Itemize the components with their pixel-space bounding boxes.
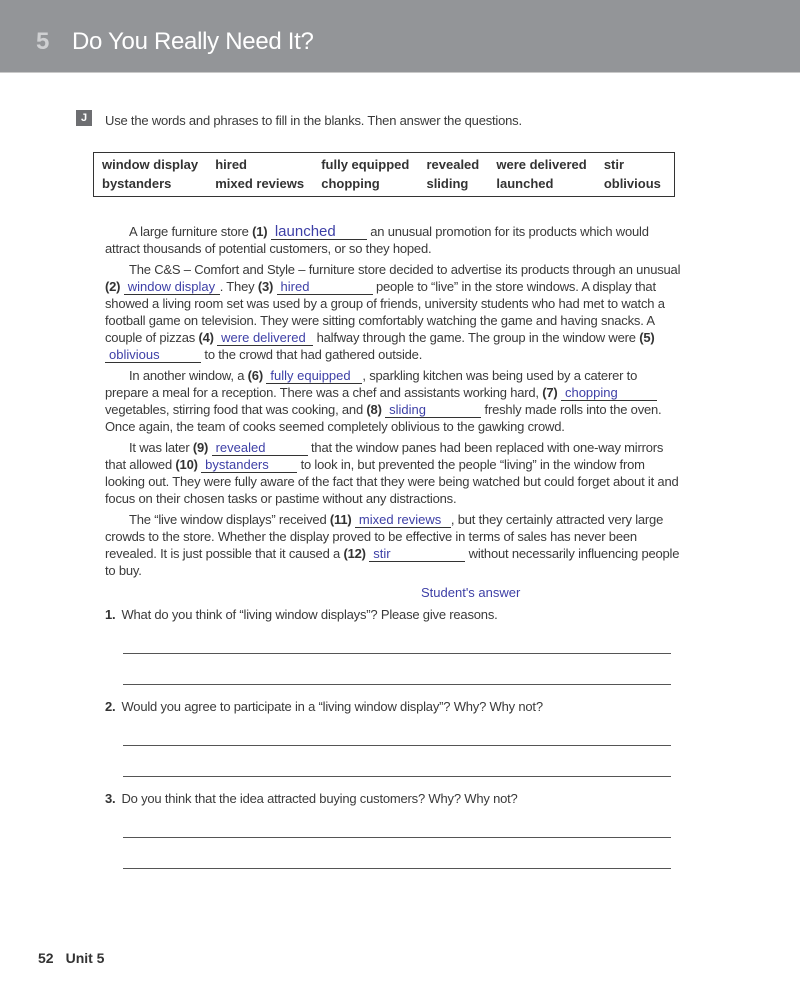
answer-line[interactable] (123, 838, 671, 869)
passage-text: In another window, a (129, 368, 248, 383)
blank-number: (8) (366, 402, 382, 417)
filled-answer: window display (127, 279, 216, 294)
exercise-instruction: Use the words and phrases to fill in the blanks. Then answer the questions. (105, 113, 522, 128)
word-box-item: stir (603, 157, 625, 172)
word-box-item: bystanders (102, 176, 172, 191)
questions (105, 607, 683, 869)
word-box-item: revealed (426, 157, 480, 172)
word-box-item: were delivered (496, 157, 587, 172)
unit-number: 5 (36, 28, 50, 55)
blank-number: (6) (247, 368, 263, 383)
passage-text: It was later (129, 440, 193, 455)
passage-paragraph (105, 223, 683, 257)
blank-number: (10) (175, 457, 198, 472)
blank-number: (12) (343, 546, 366, 561)
passage-text: A large furniture store (129, 224, 253, 239)
question-text: Would you agree to participate in a “living window display”? Why? Why not? (121, 699, 543, 714)
question-3 (105, 791, 683, 807)
answer-blank[interactable] (561, 386, 657, 401)
filled-answer: were delivered (221, 330, 306, 345)
question-number: 3. (105, 791, 116, 806)
question-number: 1. (105, 607, 116, 622)
footer-unit: Unit 5 (65, 950, 105, 966)
filled-answer: chopping (564, 385, 618, 400)
blank-number: (4) (198, 330, 214, 345)
answer-blank[interactable] (271, 225, 367, 240)
main-content (105, 223, 683, 883)
filled-answer: revealed (215, 440, 266, 455)
answer-blank[interactable] (385, 403, 481, 418)
passage-text: . They (219, 279, 258, 294)
page-footer (38, 950, 104, 966)
question-number: 2. (105, 699, 116, 714)
passage-text: vegetables, stirring food that was cooking, and (105, 402, 367, 417)
chapter-header (0, 0, 800, 73)
answer-blank[interactable] (217, 331, 313, 346)
question-block (105, 791, 683, 869)
blank-number: (11) (329, 512, 352, 527)
filled-answer: sliding (389, 402, 426, 417)
passage-text: to the crowd that had gathered outside. (201, 347, 423, 362)
word-box (93, 152, 675, 197)
passage-text: The “live window displays” received (129, 512, 330, 527)
passage-text: that the window panes had been replaced with one-way mirrors that allowed (105, 440, 664, 472)
passage-text: halfway through the game. The group in the window were (313, 330, 640, 345)
question-block (105, 607, 683, 685)
blank-number: (2) (105, 279, 121, 294)
filled-answer: launched (274, 223, 336, 240)
question-2 (105, 699, 683, 715)
blank-number: (3) (257, 279, 274, 294)
word-box-item: launched (496, 176, 554, 191)
passage-paragraph (105, 367, 683, 435)
page-number: 52 (38, 950, 54, 966)
passage-text: an unusual promotion for its products which would attract thousands of potential customers, or so they hoped. (105, 224, 649, 256)
word-box-item: hired (215, 157, 247, 172)
word-box-item: oblivious (603, 176, 661, 191)
filled-answer: oblivious (109, 347, 160, 362)
passage-text: The C&S – Comfort and Style – furniture store decided to advertise its products through an unusual (129, 262, 681, 277)
filled-answer: fully equipped (270, 368, 351, 383)
answer-blank[interactable] (266, 369, 362, 384)
answer-line[interactable] (123, 746, 671, 777)
passage (105, 223, 683, 579)
answer-line[interactable] (123, 715, 671, 746)
passage-text: freshly made rolls into the oven. Once again, the team of cooks seemed completely oblivious to the gawking crowd. (105, 402, 662, 434)
passage-text: to look in, but prevented the people “living” in the window from looking out. They were fully aware of the fact that they were being watched but could forget about it and focus on their chosen tasks or pastime without any distractions. (105, 457, 679, 506)
word-box-item: fully equipped (321, 157, 410, 172)
question-text: What do you think of “living window displays”? Please give reasons. (121, 607, 498, 622)
passage-paragraph (105, 261, 683, 363)
filled-answer: hired (280, 279, 310, 294)
passage-paragraph (105, 511, 683, 579)
question-block (105, 699, 683, 777)
answer-line[interactable] (123, 807, 671, 838)
student-answer-label: Student's answer (421, 585, 521, 600)
question-text: Do you think that the idea attracted buying customers? Why? Why not? (121, 791, 518, 806)
answer-blank[interactable] (277, 280, 373, 295)
passage-text: , but they certainly attracted very large crowds to the store. Whether the display proved to be effective in terms of sales has never been revealed. It is just possible that it caused a (105, 512, 664, 561)
filled-answer: stir (373, 546, 391, 561)
filled-answer: bystanders (205, 457, 269, 472)
answer-blank[interactable] (355, 513, 451, 528)
word-box-item: sliding (426, 176, 469, 191)
blank-number: (1) (252, 224, 268, 239)
answer-line[interactable] (123, 654, 671, 685)
passage-text: people to “live” in the store windows. A display that showed a living room set was used by a group of friends, university students who had met to watch a football game on television. They were sitting comfortably watching the game and having snacks. A couple of pizzas (105, 279, 665, 345)
answer-blank[interactable] (105, 348, 201, 363)
exercise-letter-badge: J (76, 110, 92, 126)
passage-text: without necessarily influencing people to buy. (105, 546, 680, 578)
filled-answer: mixed reviews (358, 512, 442, 527)
answer-blank[interactable] (201, 458, 297, 473)
answer-blank[interactable] (369, 547, 465, 562)
chapter-title: Do You Really Need It? (72, 28, 314, 55)
answer-blank[interactable] (124, 280, 220, 295)
word-box-item: window display (102, 157, 199, 172)
word-box-item: mixed reviews (215, 176, 305, 191)
answer-line[interactable] (123, 623, 671, 654)
answer-blank[interactable] (212, 441, 308, 456)
word-box-item: chopping (321, 176, 380, 191)
blank-number: (7) (542, 385, 558, 400)
passage-text: , sparkling kitchen was being used by a caterer to prepare a meal for a reception. There was a chef and assistants working hard, (105, 368, 638, 400)
question-1 (105, 607, 683, 623)
passage-paragraph (105, 439, 683, 507)
blank-number: (9) (192, 440, 209, 455)
blank-number: (5) (639, 330, 655, 345)
